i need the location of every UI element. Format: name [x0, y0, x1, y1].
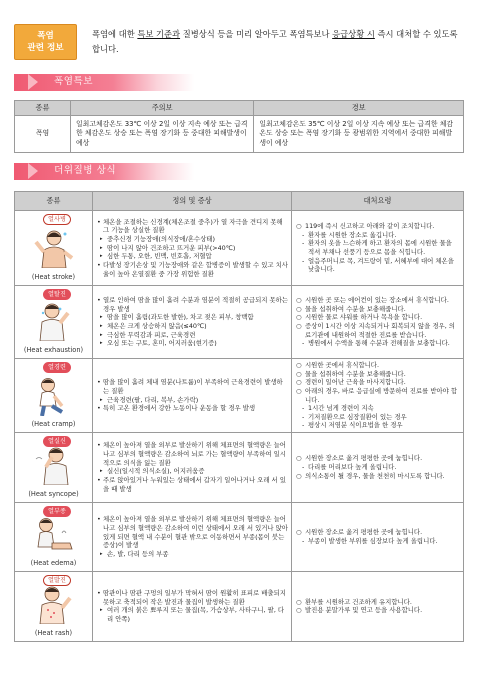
illness-english-name: (Heat exhaustion): [23, 346, 84, 355]
illness-type-cell: [15, 502, 93, 572]
table-row: [15, 116, 464, 153]
action-item: - 얼음주머니로 목, 겨드랑이 밑, 서혜부에 대어 체온을 낮춥니다.: [296, 257, 459, 274]
definition-item: • 체온이 높아져 열을 외부로 발산하기 위해 체표면의 혈액량은 늘어나고 심부의 혈액량은 감소하여 이런 상태에서 오래 서 있거나 앉아있게 되면 혈액 내 수분이 혈관 밖으로 이동하면서 부종(몸이 붓는 증상)이 발생: [97, 515, 288, 550]
definition-item: • 열로 인하여 땀을 많이 흘려 수분과 염분이 적절히 공급되지 못하는 경우 발생: [97, 296, 288, 313]
definition-item: • 특히 고온 환경에서 강한 노동이나 운동을 할 경우 발생: [97, 404, 288, 413]
illness-tag: 열발진: [43, 575, 71, 586]
illness-type-cell: [15, 211, 93, 286]
action-item: ○ 경련이 일어난 근육을 마사지합니다.: [296, 378, 459, 387]
actions-cell: [292, 286, 464, 359]
illness-tag: 열실신: [43, 436, 71, 447]
definition-cell: [93, 211, 292, 286]
definition-item: ▸ 근육경련(팔, 다리, 복부, 손가락): [97, 396, 288, 405]
col-type: 종류: [15, 192, 93, 211]
heat-exhaustion-figure-icon: [32, 301, 76, 341]
banner-arrow-icon: [28, 74, 38, 90]
illness-type-cell: [15, 433, 93, 503]
illness-tag: 열부종: [43, 506, 71, 517]
actions-cell: [292, 359, 464, 433]
actions-cell: [292, 211, 464, 286]
header-line-2: 관련 정보: [27, 43, 64, 53]
heatwave-section-title: 폭염특보: [54, 76, 94, 87]
illness-english-name: (Heat syncope): [28, 489, 79, 498]
definition-item: • 주로 앉아있거나 누워있는 상태에서 갑자기 일어나거나 오래 서 있을 때 발생: [97, 476, 288, 493]
action-item: - 1시간 넘게 경련이 지속: [296, 404, 459, 413]
definition-item: ▸ 손, 발, 다리 등의 부종: [97, 550, 288, 559]
table-row: [15, 286, 464, 359]
illness-english-name: (Heat cramp): [31, 420, 76, 429]
definition-cell: [93, 502, 292, 572]
action-item: - 기저질환으로 심장질환이 있는 경우: [296, 413, 459, 422]
warning-cell: 일최고체감온도 35℃ 이상 2일 이상 지속 예상 또는 급격한 체감온도 상승 또는 폭염 장기화 등 광범위한 지역에서 중대한 피해발생이 예상: [254, 116, 464, 153]
illness-type-cell: [15, 572, 93, 642]
heat-rash-figure-icon: [32, 584, 76, 624]
table-row: [15, 359, 464, 433]
definition-item: • 땀을 많이 흘려 체내 염분(나트륨)이 부족하여 근육경련이 발생하는 질환: [97, 378, 288, 395]
definition-item: ▸ 땀을 많이 흘림(과도한 발한), 차고 젖은 피부, 창백함: [97, 313, 288, 322]
heatwave-section-banner: [14, 74, 194, 91]
table-header-row: [15, 101, 464, 116]
table-header-row: [15, 192, 464, 211]
banner-arrow-icon: [28, 163, 38, 179]
action-item: ○ 시원한 곳에서 휴식합니다.: [296, 361, 459, 370]
definition-item: ▸ 극심한 무력감과 피로, 근육경련: [97, 331, 288, 340]
action-item: ○ 시원한 장소로 옮겨 평평한 곳에 눕힙니다.: [296, 454, 459, 463]
action-item: ○ 시원한 장소로 옮겨 평평한 곳에 눕힙니다.: [296, 528, 459, 537]
illness-section-title: 더위질병 상식: [54, 165, 117, 176]
action-item: ○ 발진용 분말가루 및 연고 등을 사용합니다.: [296, 606, 459, 615]
col-warning: 경보: [254, 101, 464, 116]
action-item: - 환자의 옷을 느슨하게 하고 환자의 몸에 시원한 물을 적셔 부채나 선풍기 등으로 몸을 식힙니다.: [296, 239, 459, 256]
definition-item: ▸ 땀이 나지 않아 건조하고 뜨거운 피부(>40℃): [97, 244, 288, 253]
action-item: - 다리를 머리보다 높게 올립니다.: [296, 463, 459, 472]
definition-cell: [93, 359, 292, 433]
info-header-box: [14, 24, 77, 60]
definition-item: ▸ 중추신경 기능장애(의식장애/혼수상태): [97, 235, 288, 244]
col-actions: 대처요령: [292, 192, 464, 211]
heat-illness-table: [14, 191, 464, 642]
action-item: - 병원에서 수액을 통해 수분과 전해질을 보충합니다.: [296, 339, 459, 348]
action-item: ○ 시원한 곳 또는 에어컨이 있는 장소에서 휴식합니다.: [296, 296, 459, 305]
illness-tag: 열탈진: [43, 289, 71, 300]
definition-cell: [93, 433, 292, 503]
actions-cell: [292, 433, 464, 503]
table-row: [15, 502, 464, 572]
heat-cramp-figure-icon: [32, 376, 76, 416]
actions-cell: [292, 572, 464, 642]
heatwave-advisory-table: [14, 100, 464, 153]
action-item: ○ 물을 섭취하여 수분을 보충해줍니다.: [296, 370, 459, 379]
table-row: [15, 572, 464, 642]
advisory-cell: 일최고체감온도 33℃ 이상 2일 이상 지속 예상 또는 급격한 체감온도 상승 또는 폭염 장기화 등 중대한 피해발생이 예상: [71, 116, 254, 153]
action-item: ○ 119에 즉시 신고하고 아래와 같이 조치합니다.: [296, 222, 459, 231]
definition-item: ▸ 체온은 크게 상승하지 않음(≤40℃): [97, 322, 288, 331]
table-row: [15, 211, 464, 286]
header-line-1: 폭염: [37, 31, 54, 41]
col-definition: 정의 및 증상: [93, 192, 292, 211]
illness-section-banner: [14, 163, 194, 180]
table-row: [15, 433, 464, 503]
illness-english-name: (Heat rash): [34, 628, 73, 637]
definition-cell: [93, 572, 292, 642]
illness-type-cell: [15, 286, 93, 359]
illness-english-name: (Heat edema): [30, 559, 77, 568]
definition-item: ▸ 심한 두통, 오한, 빈맥, 빈호흡, 저혈압: [97, 252, 288, 261]
col-type: 종류: [15, 101, 71, 116]
definition-item: ▸ 오심 또는 구토, 혼미, 어지러움(현기증): [97, 339, 288, 348]
action-item: ○ 증상이 1시간 이상 지속되거나 회복되지 않을 경우, 의료기관에 내원하여 적절한 진료를 받습니다.: [296, 322, 459, 339]
row-label: 폭염: [15, 116, 71, 153]
definition-item: ▸ 여러 개의 붉은 뾰루지 또는 물집(목, 가슴상부, 사타구니, 팔, 다리 안쪽): [97, 606, 288, 623]
action-item: - 부종이 발생한 부위를 심장보다 높게 올립니다.: [296, 537, 459, 546]
definition-item: ▸ 실신(일시적 의식소실), 어지러움증: [97, 467, 288, 476]
illness-type-cell: [15, 359, 93, 433]
action-item: ○ 물을 섭취하여 수분을 보충해줍니다.: [296, 305, 459, 314]
illness-tag: 열경련: [43, 362, 71, 373]
definition-item: • 체온이 높아져 열을 외부로 발산하기 위해 체표면의 혈액량은 늘어나고 심부의 혈액량은 감소하여 뇌로 가는 혈액량이 부족하여 일시적으로 의식을 잃는 질환: [97, 441, 288, 467]
heat-edema-figure-icon: [32, 515, 76, 555]
definition-item: • 체온을 조절하는 신경계(체온조절 중추)가 열 자극을 견디지 못해 그 기능을 상실한 질환: [97, 218, 288, 235]
definition-cell: [93, 286, 292, 359]
action-item: ○ 환부를 시원하고 건조하게 유지합니다.: [296, 598, 459, 607]
definition-item: • 땀관이나 땀관 구멍의 일부가 막혀서 땀이 원활히 표피로 배출되지 못하고 축적되어 작은 발진과 물집이 발생하는 질환: [97, 589, 288, 606]
action-item: ○ 아래의 경우, 바로 응급실에 방문하여 진료를 받아야 합니다.: [296, 387, 459, 404]
heat-stroke-figure-icon: [32, 228, 76, 268]
action-item: ○ 의식소통이 될 경우, 물을 천천히 마시도록 합니다.: [296, 472, 459, 481]
illness-tag: 열사병: [43, 214, 71, 225]
action-item: ○ 시원한 물로 샤워를 하거나 목욕을 합니다.: [296, 313, 459, 322]
intro-text: 폭염에 대한 특보 기준과 질병상식 등을 미리 알아두고 폭염특보나 응급상황 시 즉시 대처할 수 있도록 합니다.: [92, 29, 458, 54]
action-item: - 환자를 시원한 장소로 옮깁니다.: [296, 231, 459, 240]
action-item: - 평상시 저염분 식이요법을 한 경우: [296, 421, 459, 430]
illness-english-name: (Heat stroke): [31, 273, 76, 282]
definition-item: • 다발성 장기손상 및 기능장애와 같은 합병증이 발생할 수 있고 치사율이 높아 온열질환 중 가장 위험한 질환: [97, 261, 288, 278]
actions-cell: [292, 502, 464, 572]
heat-syncope-figure-icon: [32, 445, 76, 485]
col-advisory: 주의보: [71, 101, 254, 116]
